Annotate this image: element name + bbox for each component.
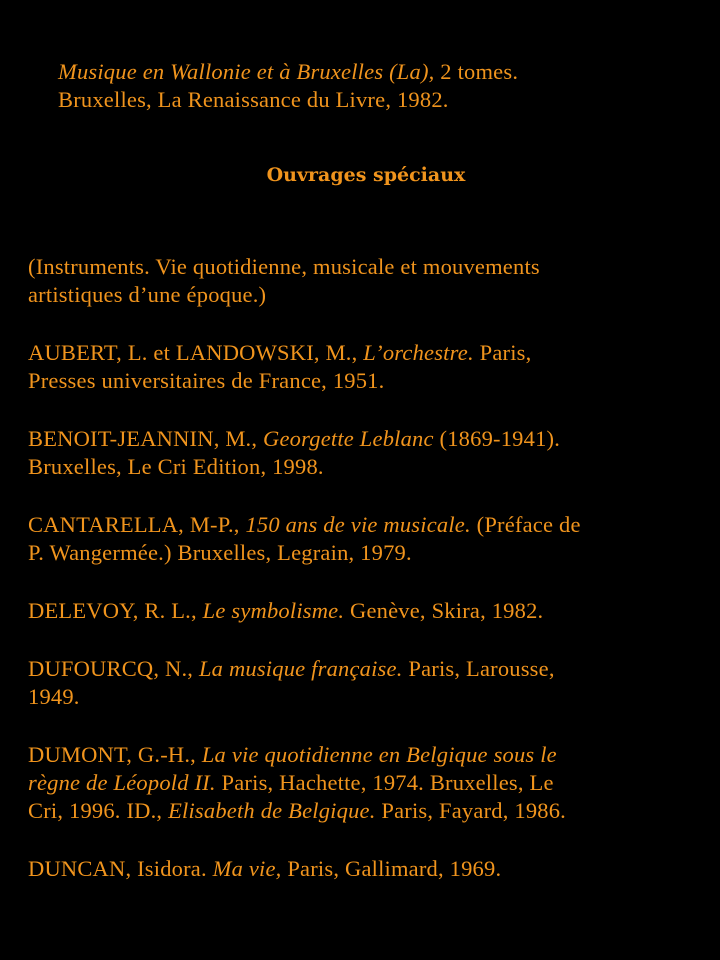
reference-second-publication: Paris, Fayard, 1986. <box>375 798 566 823</box>
intro-line-2: Bruxelles, La Renaissance du Livre, 1982. <box>58 87 449 112</box>
intro-volumes: 2 tomes. <box>434 59 519 84</box>
reference-publisher: Paris, Larousse, <box>402 656 555 681</box>
reference-publication: P. Wangermée.) Bruxelles, Legrain, 1979. <box>28 540 412 565</box>
scope-note <box>28 253 713 309</box>
reference-publication: Bruxelles, Le Cri Edition, 1998. <box>28 454 324 479</box>
reference-title-continued: règne de Léopold II. <box>28 770 216 795</box>
reference-author: DELEVOY, R. L., <box>28 598 197 623</box>
reference-publication: Paris, Hachette, 1974. Bruxelles, Le <box>215 770 554 795</box>
reference-entry-duncan <box>28 855 713 883</box>
reference-title: Le symbolisme. <box>202 598 345 623</box>
section-heading: Ouvrages spéciaux <box>266 164 466 186</box>
reference-title: La musique française. <box>198 656 403 681</box>
reference-entry-dumont <box>28 741 713 825</box>
reference-publisher: Paris, <box>473 340 532 365</box>
reference-title: 150 ans de vie musicale. <box>245 512 471 537</box>
scope-note-line-2: artistiques d’une époque.) <box>28 282 267 307</box>
reference-entry-delevoy <box>28 597 713 625</box>
reference-list <box>28 253 713 883</box>
intro-title: Musique en Wallonie et à Bruxelles (La), <box>58 59 435 84</box>
reference-entry-cantarella <box>28 511 713 567</box>
reference-preface: (Préface de <box>470 512 581 537</box>
reference-entry-aubert <box>28 339 713 395</box>
intro-reference <box>58 58 698 114</box>
reference-year: 1949. <box>28 684 80 709</box>
reference-title: La vie quotidienne en Belgique sous le <box>201 742 557 767</box>
reference-author: DUFOURCQ, N., <box>28 656 194 681</box>
reference-entry-dufourcq <box>28 655 713 711</box>
reference-author: DUMONT, G.-H., <box>28 742 196 767</box>
reference-publication: Presses universitaires de France, 1951. <box>28 368 385 393</box>
reference-publication: Genève, Skira, 1982. <box>344 598 544 623</box>
reference-author: BENOIT-JEANNIN, M., <box>28 426 258 451</box>
scope-note-line-1: (Instruments. Vie quotidienne, musicale et mouvements <box>28 254 540 279</box>
reference-dates: (1869-1941). <box>433 426 561 451</box>
reference-publication-continued: Cri, 1996. ID., <box>28 798 163 823</box>
reference-author: DUNCAN, Isidora. <box>28 856 207 881</box>
intro-line-1 <box>58 58 698 86</box>
reference-title: L’orchestre. <box>363 340 474 365</box>
reference-entry-benoit-jeannin <box>28 425 713 481</box>
reference-title: Georgette Leblanc <box>263 426 434 451</box>
reference-title: Ma vie, <box>212 856 282 881</box>
reference-publication: Paris, Gallimard, 1969. <box>281 856 502 881</box>
reference-second-title: Elisabeth de Belgique. <box>168 798 376 823</box>
reference-author: AUBERT, L. et LANDOWSKI, M., <box>28 340 358 365</box>
reference-author: CANTARELLA, M-P., <box>28 512 240 537</box>
